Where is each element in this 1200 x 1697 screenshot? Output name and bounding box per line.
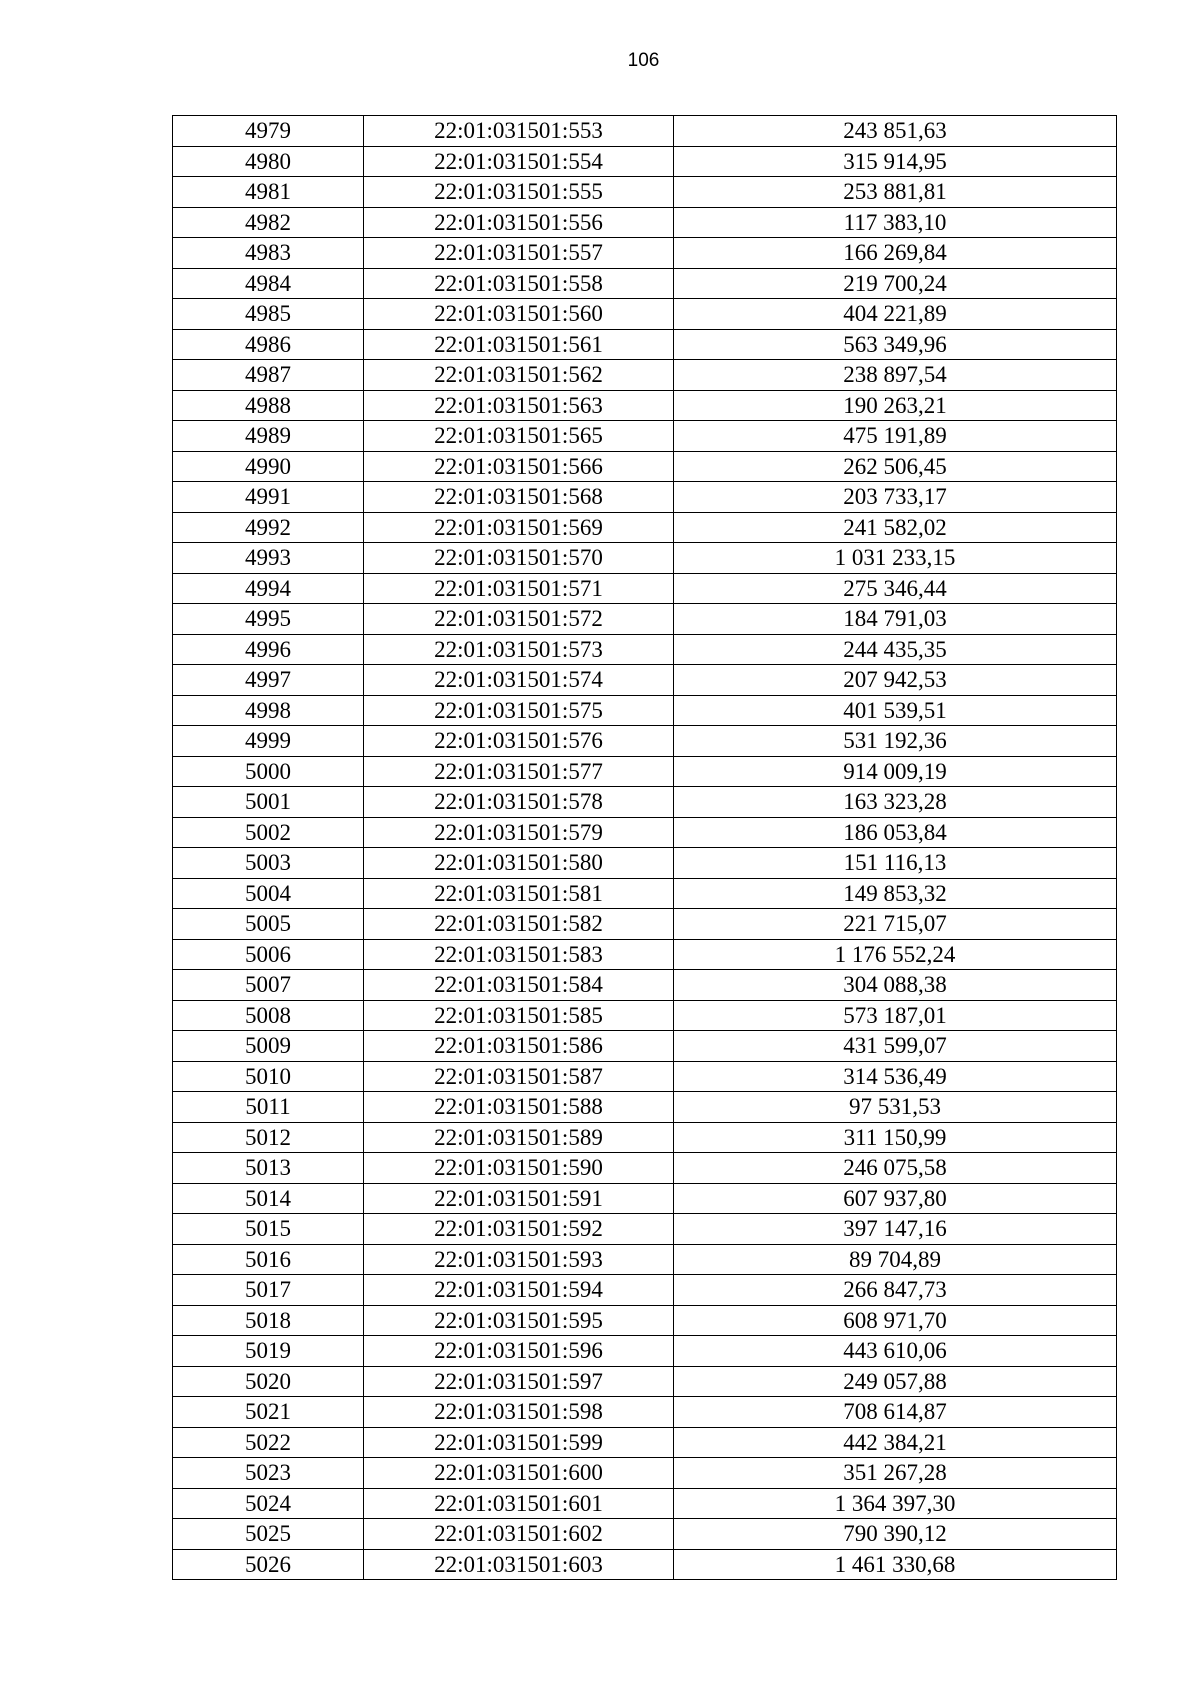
table-row xyxy=(173,909,1117,940)
cadastral-value-cell: 315 914,95 xyxy=(674,146,1117,177)
cadastral-number-cell: 22:01:031501:594 xyxy=(364,1275,674,1306)
table-row xyxy=(173,726,1117,757)
cadastral-value-cell: 266 847,73 xyxy=(674,1275,1117,1306)
cadastral-value-cell: 246 075,58 xyxy=(674,1153,1117,1184)
row-number-cell: 5011 xyxy=(173,1092,364,1123)
table-row xyxy=(173,634,1117,665)
cadastral-value-cell: 531 192,36 xyxy=(674,726,1117,757)
cadastral-value-cell: 97 531,53 xyxy=(674,1092,1117,1123)
cadastral-number-cell: 22:01:031501:580 xyxy=(364,848,674,879)
cadastral-number-cell: 22:01:031501:582 xyxy=(364,909,674,940)
cadastral-number-cell: 22:01:031501:585 xyxy=(364,1000,674,1031)
row-number-cell: 4988 xyxy=(173,390,364,421)
cadastral-value-cell: 219 700,24 xyxy=(674,268,1117,299)
cadastral-value-cell: 404 221,89 xyxy=(674,299,1117,330)
cadastral-number-cell: 22:01:031501:576 xyxy=(364,726,674,757)
cadastral-value-cell: 149 853,32 xyxy=(674,878,1117,909)
cadastral-number-cell: 22:01:031501:560 xyxy=(364,299,674,330)
cadastral-number-cell: 22:01:031501:592 xyxy=(364,1214,674,1245)
cadastral-number-cell: 22:01:031501:572 xyxy=(364,604,674,635)
cadastral-value-cell: 563 349,96 xyxy=(674,329,1117,360)
table-row xyxy=(173,360,1117,391)
cadastral-value-cell: 314 536,49 xyxy=(674,1061,1117,1092)
cadastral-value-cell: 1 461 330,68 xyxy=(674,1549,1117,1580)
cadastral-value-cell: 608 971,70 xyxy=(674,1305,1117,1336)
row-number-cell: 5020 xyxy=(173,1366,364,1397)
row-number-cell: 5002 xyxy=(173,817,364,848)
cadastral-value-cell: 351 267,28 xyxy=(674,1458,1117,1489)
table-row xyxy=(173,970,1117,1001)
row-number-cell: 5016 xyxy=(173,1244,364,1275)
row-number-cell: 4999 xyxy=(173,726,364,757)
cadastral-number-cell: 22:01:031501:573 xyxy=(364,634,674,665)
cadastral-value-cell: 914 009,19 xyxy=(674,756,1117,787)
cadastral-value-cell: 243 851,63 xyxy=(674,116,1117,147)
cadastral-number-cell: 22:01:031501:593 xyxy=(364,1244,674,1275)
table-row xyxy=(173,1336,1117,1367)
table-row xyxy=(173,848,1117,879)
row-number-cell: 4990 xyxy=(173,451,364,482)
row-number-cell: 4986 xyxy=(173,329,364,360)
row-number-cell: 5000 xyxy=(173,756,364,787)
table-row xyxy=(173,1458,1117,1489)
cadastral-value-cell: 275 346,44 xyxy=(674,573,1117,604)
table-row xyxy=(173,1397,1117,1428)
cadastral-value-cell: 238 897,54 xyxy=(674,360,1117,391)
table-row xyxy=(173,573,1117,604)
cadastral-value-cell: 401 539,51 xyxy=(674,695,1117,726)
row-number-cell: 4987 xyxy=(173,360,364,391)
row-number-cell: 5023 xyxy=(173,1458,364,1489)
cadastral-value-cell: 244 435,35 xyxy=(674,634,1117,665)
table-row xyxy=(173,1122,1117,1153)
cadastral-number-cell: 22:01:031501:565 xyxy=(364,421,674,452)
cadastral-number-cell: 22:01:031501:558 xyxy=(364,268,674,299)
cadastral-number-cell: 22:01:031501:589 xyxy=(364,1122,674,1153)
row-number-cell: 4979 xyxy=(173,116,364,147)
row-number-cell: 5018 xyxy=(173,1305,364,1336)
row-number-cell: 4982 xyxy=(173,207,364,238)
cadastral-number-cell: 22:01:031501:554 xyxy=(364,146,674,177)
cadastral-number-cell: 22:01:031501:562 xyxy=(364,360,674,391)
table-row xyxy=(173,1153,1117,1184)
table-row xyxy=(173,1427,1117,1458)
cadastral-number-cell: 22:01:031501:555 xyxy=(364,177,674,208)
row-number-cell: 5022 xyxy=(173,1427,364,1458)
cadastral-value-cell: 607 937,80 xyxy=(674,1183,1117,1214)
cadastral-number-cell: 22:01:031501:598 xyxy=(364,1397,674,1428)
table-row xyxy=(173,207,1117,238)
row-number-cell: 5014 xyxy=(173,1183,364,1214)
cadastral-value-cell: 221 715,07 xyxy=(674,909,1117,940)
table-row xyxy=(173,177,1117,208)
row-number-cell: 5024 xyxy=(173,1488,364,1519)
cadastral-number-cell: 22:01:031501:557 xyxy=(364,238,674,269)
table-row xyxy=(173,390,1117,421)
row-number-cell: 5003 xyxy=(173,848,364,879)
row-number-cell: 5006 xyxy=(173,939,364,970)
table-row xyxy=(173,1305,1117,1336)
cadastral-number-cell: 22:01:031501:553 xyxy=(364,116,674,147)
row-number-cell: 5013 xyxy=(173,1153,364,1184)
cadastral-number-cell: 22:01:031501:601 xyxy=(364,1488,674,1519)
cadastral-value-cell: 262 506,45 xyxy=(674,451,1117,482)
cadastral-number-cell: 22:01:031501:574 xyxy=(364,665,674,696)
cadastral-value-cell: 442 384,21 xyxy=(674,1427,1117,1458)
row-number-cell: 4996 xyxy=(173,634,364,665)
cadastral-value-cell: 1 176 552,24 xyxy=(674,939,1117,970)
table-row xyxy=(173,817,1117,848)
table-row xyxy=(173,1061,1117,1092)
table-row xyxy=(173,1214,1117,1245)
cadastral-value-cell: 241 582,02 xyxy=(674,512,1117,543)
cadastral-value-cell: 151 116,13 xyxy=(674,848,1117,879)
row-number-cell: 4985 xyxy=(173,299,364,330)
row-number-cell: 4980 xyxy=(173,146,364,177)
row-number-cell: 5004 xyxy=(173,878,364,909)
row-number-cell: 4993 xyxy=(173,543,364,574)
cadastral-number-cell: 22:01:031501:568 xyxy=(364,482,674,513)
cadastral-value-cell: 190 263,21 xyxy=(674,390,1117,421)
cadastral-number-cell: 22:01:031501:587 xyxy=(364,1061,674,1092)
cadastral-value-cell: 1 364 397,30 xyxy=(674,1488,1117,1519)
cadastral-value-cell: 443 610,06 xyxy=(674,1336,1117,1367)
table-row xyxy=(173,1092,1117,1123)
cadastral-number-cell: 22:01:031501:602 xyxy=(364,1519,674,1550)
cadastral-value-cell: 89 704,89 xyxy=(674,1244,1117,1275)
table-row xyxy=(173,482,1117,513)
cadastral-number-cell: 22:01:031501:556 xyxy=(364,207,674,238)
table-row xyxy=(173,146,1117,177)
cadastral-number-cell: 22:01:031501:597 xyxy=(364,1366,674,1397)
cadastral-number-cell: 22:01:031501:570 xyxy=(364,543,674,574)
table-row xyxy=(173,787,1117,818)
cadastral-number-cell: 22:01:031501:581 xyxy=(364,878,674,909)
table-row xyxy=(173,1519,1117,1550)
cadastral-number-cell: 22:01:031501:579 xyxy=(364,817,674,848)
table-row xyxy=(173,1366,1117,1397)
cadastral-number-cell: 22:01:031501:590 xyxy=(364,1153,674,1184)
row-number-cell: 5007 xyxy=(173,970,364,1001)
cadastral-value-cell: 253 881,81 xyxy=(674,177,1117,208)
cadastral-number-cell: 22:01:031501:578 xyxy=(364,787,674,818)
table-row xyxy=(173,665,1117,696)
cadastral-number-cell: 22:01:031501:563 xyxy=(364,390,674,421)
row-number-cell: 5008 xyxy=(173,1000,364,1031)
row-number-cell: 4991 xyxy=(173,482,364,513)
table-row xyxy=(173,939,1117,970)
row-number-cell: 5001 xyxy=(173,787,364,818)
cadastral-value-cell: 790 390,12 xyxy=(674,1519,1117,1550)
cadastral-value-cell: 203 733,17 xyxy=(674,482,1117,513)
cadastral-number-cell: 22:01:031501:584 xyxy=(364,970,674,1001)
cadastral-value-cell: 304 088,38 xyxy=(674,970,1117,1001)
row-number-cell: 4983 xyxy=(173,238,364,269)
table-row xyxy=(173,329,1117,360)
table-row xyxy=(173,695,1117,726)
table-row xyxy=(173,1183,1117,1214)
cadastral-value-cell: 186 053,84 xyxy=(674,817,1117,848)
row-number-cell: 4994 xyxy=(173,573,364,604)
cadastral-value-cell: 431 599,07 xyxy=(674,1031,1117,1062)
table-row xyxy=(173,1549,1117,1580)
table-row xyxy=(173,116,1117,147)
cadastral-number-cell: 22:01:031501:566 xyxy=(364,451,674,482)
row-number-cell: 5012 xyxy=(173,1122,364,1153)
table-row xyxy=(173,543,1117,574)
cadastral-value-cell: 397 147,16 xyxy=(674,1214,1117,1245)
row-number-cell: 4998 xyxy=(173,695,364,726)
cadastral-number-cell: 22:01:031501:586 xyxy=(364,1031,674,1062)
row-number-cell: 5019 xyxy=(173,1336,364,1367)
row-number-cell: 4995 xyxy=(173,604,364,635)
cadastral-number-cell: 22:01:031501:599 xyxy=(364,1427,674,1458)
row-number-cell: 5017 xyxy=(173,1275,364,1306)
cadastral-number-cell: 22:01:031501:600 xyxy=(364,1458,674,1489)
table-body xyxy=(173,116,1117,1580)
row-number-cell: 5010 xyxy=(173,1061,364,1092)
table-row xyxy=(173,1000,1117,1031)
table-row xyxy=(173,299,1117,330)
table-row xyxy=(173,451,1117,482)
table-row xyxy=(173,421,1117,452)
cadastral-number-cell: 22:01:031501:577 xyxy=(364,756,674,787)
cadastral-value-table xyxy=(172,115,1117,1580)
cadastral-value-cell: 708 614,87 xyxy=(674,1397,1117,1428)
cadastral-value-cell: 207 942,53 xyxy=(674,665,1117,696)
row-number-cell: 4989 xyxy=(173,421,364,452)
cadastral-number-cell: 22:01:031501:591 xyxy=(364,1183,674,1214)
table-row xyxy=(173,1488,1117,1519)
cadastral-value-cell: 573 187,01 xyxy=(674,1000,1117,1031)
table-row xyxy=(173,878,1117,909)
cadastral-value-cell: 184 791,03 xyxy=(674,604,1117,635)
cadastral-number-cell: 22:01:031501:588 xyxy=(364,1092,674,1123)
row-number-cell: 5005 xyxy=(173,909,364,940)
table-row xyxy=(173,238,1117,269)
cadastral-value-cell: 166 269,84 xyxy=(674,238,1117,269)
cadastral-number-cell: 22:01:031501:583 xyxy=(364,939,674,970)
table-row xyxy=(173,1244,1117,1275)
cadastral-number-cell: 22:01:031501:603 xyxy=(364,1549,674,1580)
cadastral-number-cell: 22:01:031501:575 xyxy=(364,695,674,726)
row-number-cell: 5021 xyxy=(173,1397,364,1428)
cadastral-number-cell: 22:01:031501:595 xyxy=(364,1305,674,1336)
cadastral-value-cell: 1 031 233,15 xyxy=(674,543,1117,574)
row-number-cell: 5009 xyxy=(173,1031,364,1062)
row-number-cell: 4997 xyxy=(173,665,364,696)
row-number-cell: 4981 xyxy=(173,177,364,208)
cadastral-value-cell: 117 383,10 xyxy=(674,207,1117,238)
table-row xyxy=(173,512,1117,543)
cadastral-number-cell: 22:01:031501:571 xyxy=(364,573,674,604)
row-number-cell: 4984 xyxy=(173,268,364,299)
table-row xyxy=(173,604,1117,635)
cadastral-number-cell: 22:01:031501:596 xyxy=(364,1336,674,1367)
row-number-cell: 5025 xyxy=(173,1519,364,1550)
row-number-cell: 5015 xyxy=(173,1214,364,1245)
table-row xyxy=(173,1031,1117,1062)
cadastral-number-cell: 22:01:031501:561 xyxy=(364,329,674,360)
page-number: 106 xyxy=(627,50,660,71)
cadastral-value-cell: 475 191,89 xyxy=(674,421,1117,452)
row-number-cell: 4992 xyxy=(173,512,364,543)
table-row xyxy=(173,268,1117,299)
row-number-cell: 5026 xyxy=(173,1549,364,1580)
table-row xyxy=(173,756,1117,787)
table-row xyxy=(173,1275,1117,1306)
cadastral-number-cell: 22:01:031501:569 xyxy=(364,512,674,543)
cadastral-value-cell: 311 150,99 xyxy=(674,1122,1117,1153)
cadastral-value-cell: 163 323,28 xyxy=(674,787,1117,818)
cadastral-value-cell: 249 057,88 xyxy=(674,1366,1117,1397)
